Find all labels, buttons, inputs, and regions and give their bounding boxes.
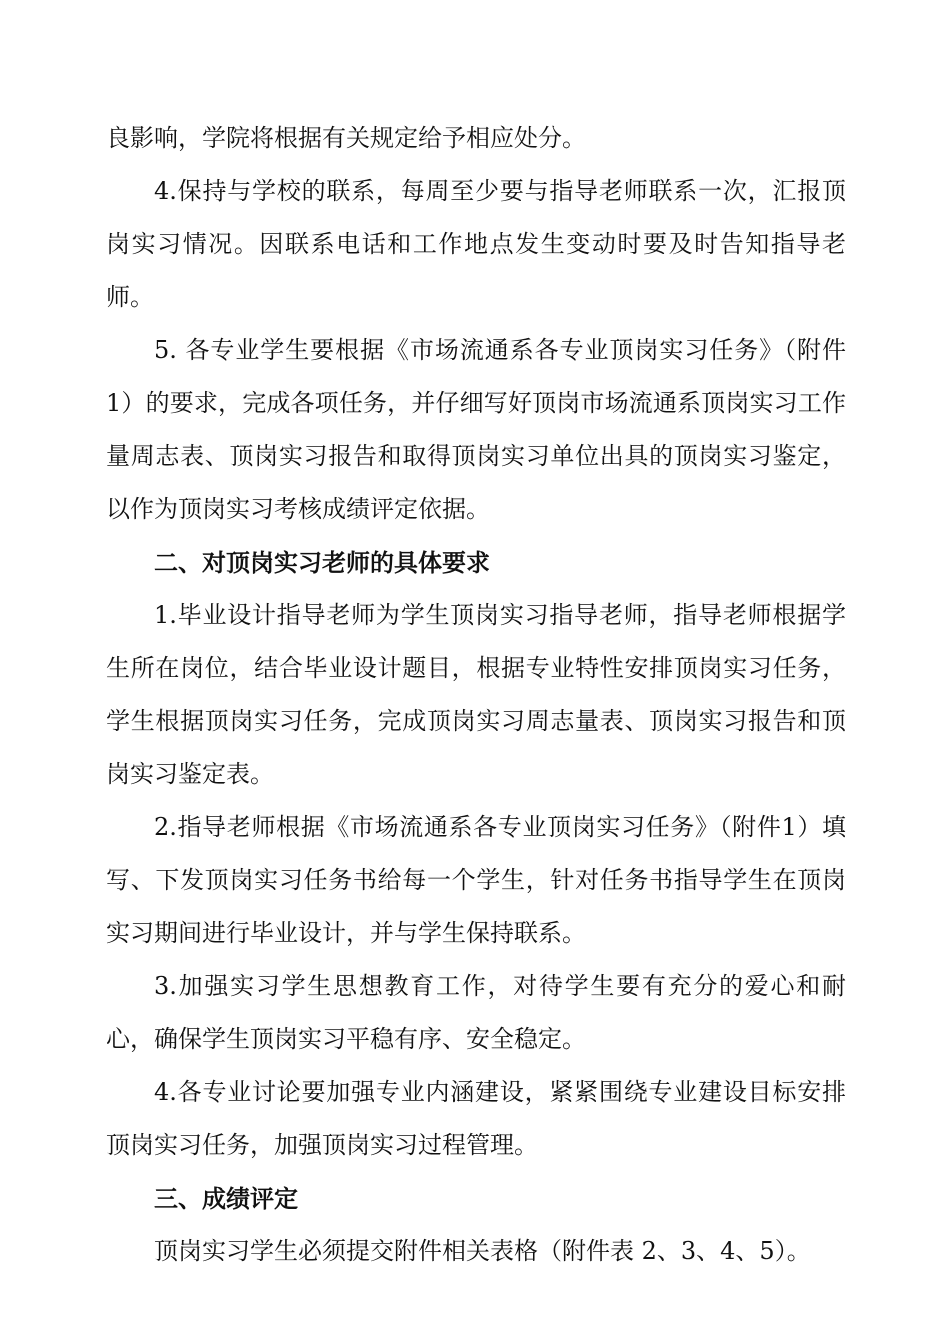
paragraph-continuation: 良影响，学院将根据有关规定给予相应处分。 [106,124,586,152]
paragraph-teacher-item-4: 4.各专业讨论要加强专业内涵建设，紧紧围绕专业建设目标安排顶岗实习任务，加强顶岗实习过程管理。 [106,1078,846,1159]
paragraph-item-5: 5. 各专业学生要根据《市场流通系各专业顶岗实习任务》（附件 1）的要求，完成各项任务，并仔细写好顶岗市场流通系顶岗实习工作量周志表、顶岗实习报告和取得顶岗实习单位出具的顶岗实习鉴定，以作为顶岗实习考核成绩评定依据。 [106,336,846,523]
paragraph-grading: 顶岗实习学生必须提交附件相关表格（附件表 2、3、4、5）。 [154,1237,811,1265]
paragraph-teacher-item-3: 3.加强实习学生思想教育工作，对待学生要有充分的爱心和耐心，确保学生顶岗实习平稳有序、安全稳定。 [106,972,846,1053]
paragraph-teacher-item-2: 2.指导老师根据《市场流通系各专业顶岗实习任务》（附件1）填写、下发顶岗实习任务书给每一个学生，针对任务书指导学生在顶岗实习期间进行毕业设计，并与学生保持联系。 [106,813,846,947]
section-heading-3: 三、成绩评定 [154,1184,298,1213]
paragraph-teacher-item-1: 1.毕业设计指导老师为学生顶岗实习指导老师，指导老师根据学生所在岗位，结合毕业设计题目，根据专业特性安排顶岗实习任务，学生根据顶岗实习任务，完成顶岗实习周志量表、顶岗实习报告和顶岗实习鉴定表。 [106,601,846,788]
document-body [106,112,846,1278]
paragraph-item-4: 4.保持与学校的联系，每周至少要与指导老师联系一次，汇报顶岗实习情况。因联系电话和工作地点发生变动时要及时告知指导老师。 [106,177,846,311]
section-heading-2: 二、对顶岗实习老师的具体要求 [154,548,490,577]
